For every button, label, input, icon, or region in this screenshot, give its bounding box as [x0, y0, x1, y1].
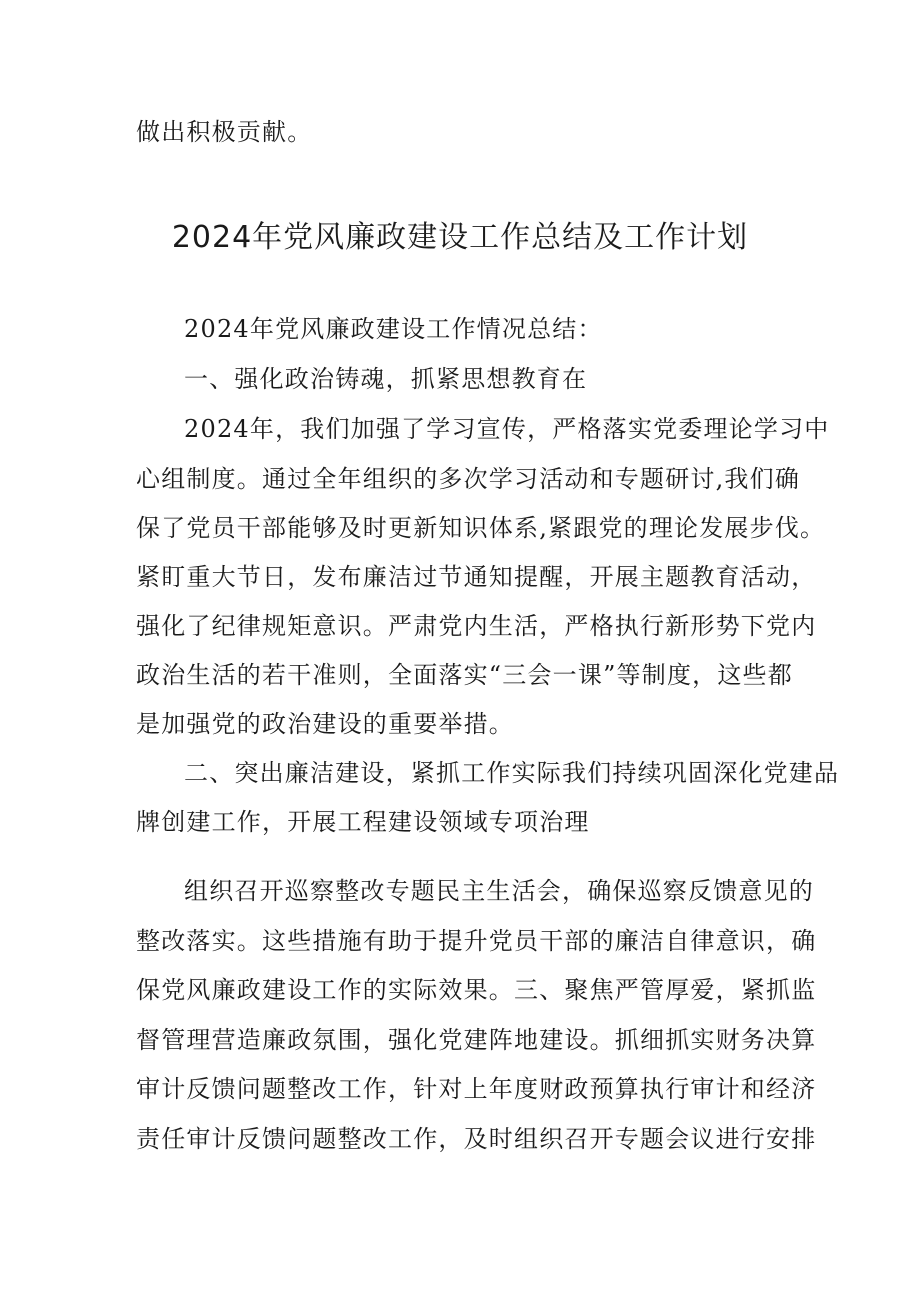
paragraph-line: 2024年，我们加强了学习宣传，严格落实党委理论学习中 [184, 415, 830, 443]
point-one-heading: 一、强化政治铸魂，抓紧思想教育在 [184, 365, 588, 393]
paragraph-line: 整改落实。这些措施有助于提升党员干部的廉洁自律意识，确 [136, 927, 817, 955]
paragraph-line: 心组制度。通过全年组织的多次学习活动和专题研讨,我们确 [136, 465, 801, 493]
paragraph-line: 组织召开巡察整改专题民主生活会，确保巡察反馈意见的 [184, 877, 814, 905]
paragraph-line: 审计反馈问题整改工作，针对上年度财政预算执行审计和经济 [136, 1075, 817, 1103]
paragraph-line: 紧盯重大节日，发布廉洁过节通知提醒，开展主题教育活动， [136, 563, 817, 591]
paragraph-line: 政治生活的若干准则，全面落实“三会一课”等制度，这些都 [136, 661, 793, 689]
point-two-line: 二、突出廉洁建设，紧抓工作实际我们持续巩固深化党建品 [184, 759, 840, 787]
point-two-line: 牌创建工作，开展工程建设领域专项治理 [136, 808, 590, 836]
paragraph-line: 责任审计反馈问题整改工作，及时组织召开专题会议进行安排 [136, 1125, 817, 1153]
paragraph-line: 保了党员干部能够及时更新知识体系,紧跟党的理论发展步伐。 [136, 514, 826, 542]
paragraph-line: 督管理营造廉政氛围，强化党建阵地建设。抓细抓实财务决算 [136, 1026, 817, 1054]
document-title: 2024年党风廉政建设工作总结及工作计划 [171, 220, 749, 255]
paragraph-line: 强化了纪律规矩意识。严肃党内生活，严格执行新形势下党内 [136, 612, 817, 640]
section-heading: 2024年党风廉政建设工作情况总结： [184, 315, 603, 343]
paragraph-line: 保党风廉政建设工作的实际效果。三、聚焦严管厚爱，紧抓监 [136, 976, 817, 1004]
carry-over-line: 做出积极贡献。 [136, 118, 313, 146]
paragraph-line: 是加强党的政治建设的重要举措。 [136, 710, 514, 738]
